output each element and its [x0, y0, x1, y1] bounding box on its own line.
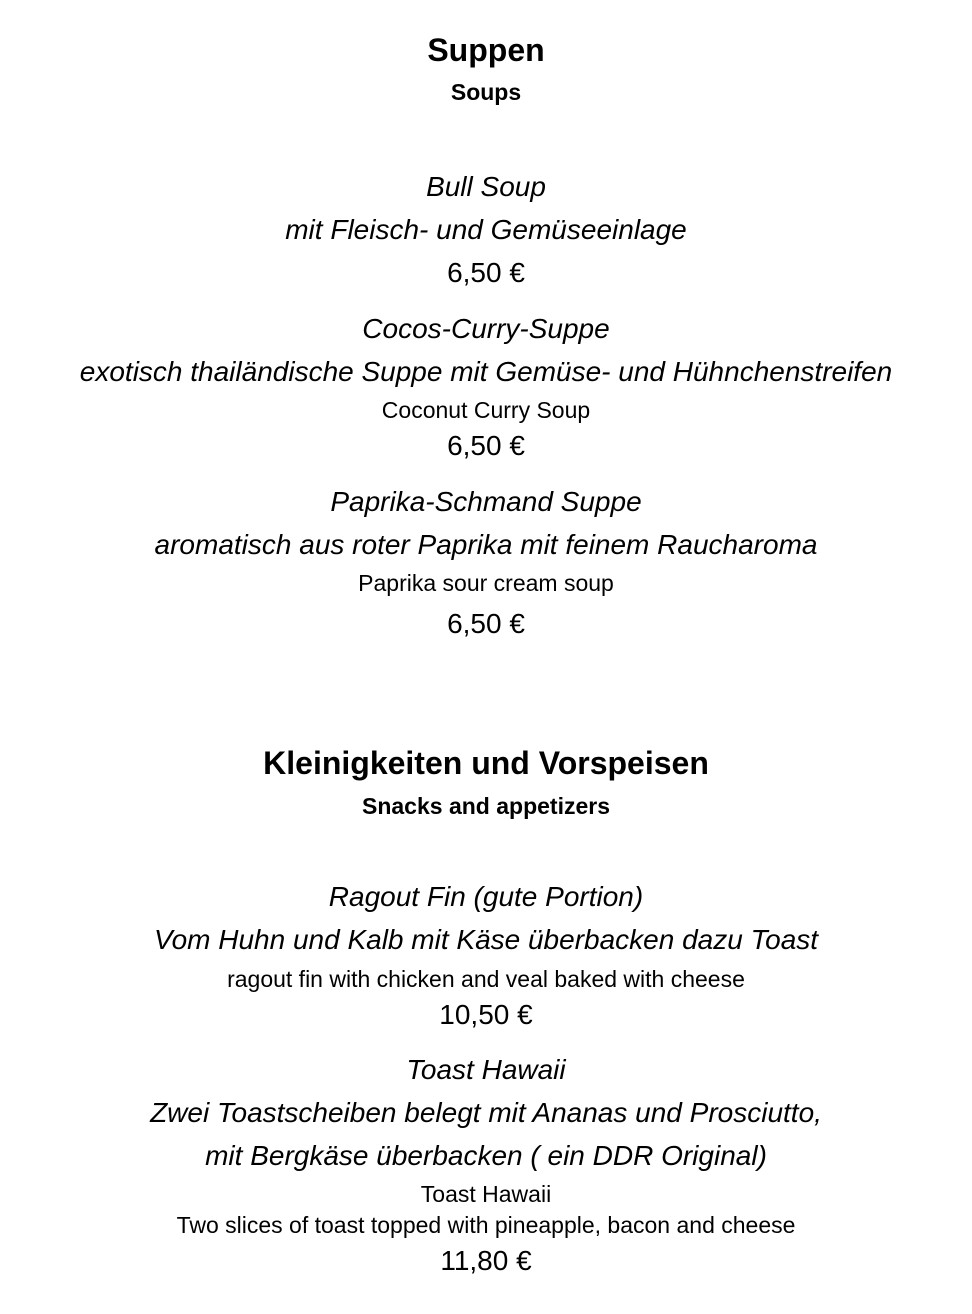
dish-english-name: Paprika sour cream soup — [358, 570, 614, 596]
dish-price: 6,50 € — [447, 608, 525, 639]
dish-english-name: Coconut Curry Soup — [381, 397, 591, 423]
section-title: Kleinigkeiten und Vorspeisen — [263, 745, 709, 781]
dish-description: mit Fleisch- und Gemüseeinlage — [285, 214, 687, 245]
dish-description: mit Bergkäse überbacken ( ein DDR Original) — [205, 1140, 767, 1171]
dish-name: Toast Hawaii — [406, 1054, 566, 1085]
dish-price: 6,50 € — [447, 257, 525, 288]
dish-description: Vom Huhn und Kalb mit Käse überbacken dazu Toast — [153, 924, 819, 955]
dish-name: Cocos-Curry-Suppe — [362, 313, 610, 344]
dish-english-description: Two slices of toast topped with pineapple, bacon and cheese — [176, 1212, 796, 1238]
dish-name: Bull Soup — [426, 171, 546, 202]
dish-description: exotisch thailändische Suppe mit Gemüse- und Hühnchenstreifen — [79, 356, 893, 387]
section-subtitle: Snacks and appetizers — [362, 793, 610, 819]
dish-name: Paprika-Schmand Suppe — [330, 486, 642, 517]
dish-description: aromatisch aus roter Paprika mit feinem Raucharoma — [154, 529, 818, 560]
dish-description: Zwei Toastscheiben belegt mit Ananas und Prosciutto, — [150, 1097, 822, 1128]
dish-english-name: Toast Hawaii — [420, 1181, 552, 1207]
dish-price: 10,50 € — [439, 999, 533, 1030]
dish-english-description: ragout fin with chicken and veal baked with cheese — [227, 966, 745, 992]
section-subtitle: Soups — [450, 79, 522, 105]
dish-name: Ragout Fin (gute Portion) — [328, 881, 644, 912]
dish-price: 11,80 € — [440, 1245, 532, 1276]
section-title: Suppen — [427, 32, 545, 68]
dish-price: 6,50 € — [447, 430, 525, 461]
